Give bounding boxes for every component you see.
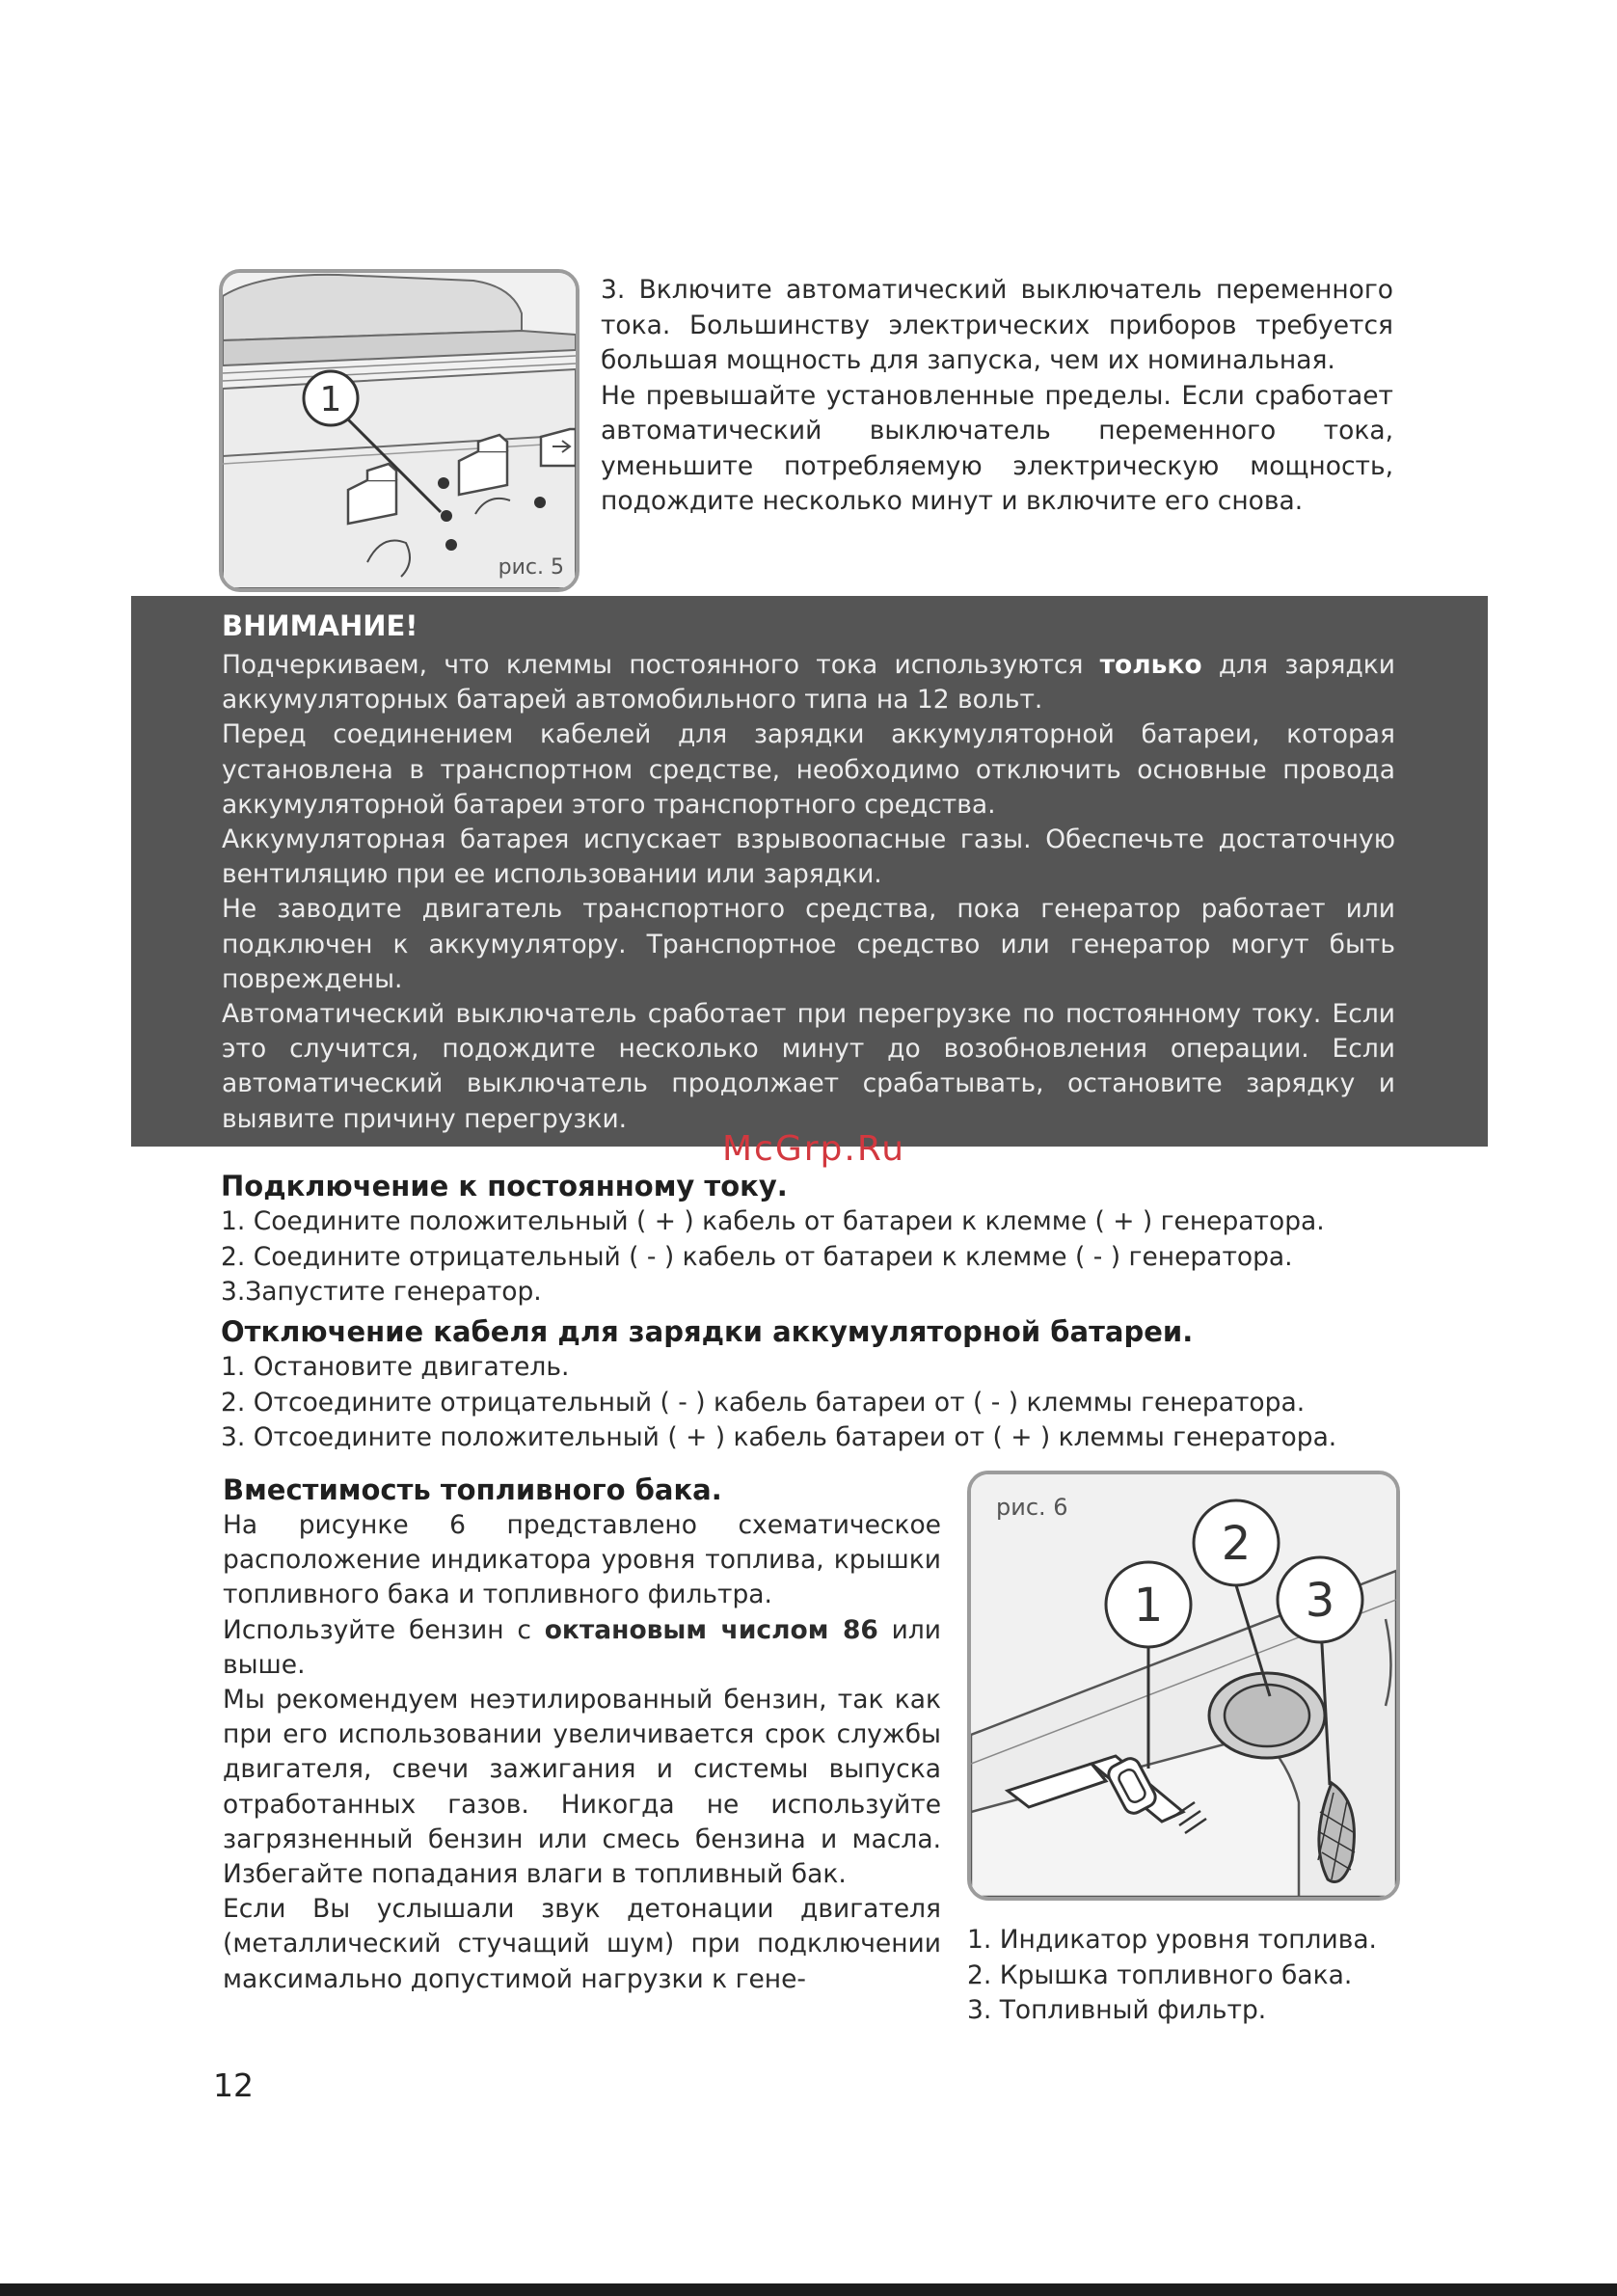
figure-6 xyxy=(967,1471,1400,1901)
fuel-tank-illustration xyxy=(971,1474,1396,1897)
page-number: 12 xyxy=(213,2066,254,2104)
figure-5-caption: рис. 5 xyxy=(498,555,564,580)
emphasis: октановым числом 86 xyxy=(544,1614,878,1645)
bottom-rule xyxy=(0,2283,1617,2296)
figure-6-legend xyxy=(967,1923,1420,2029)
watermark: McGrp.Ru xyxy=(722,1129,906,1169)
section-3-text xyxy=(601,273,1393,520)
section-heading: Отключение кабеля для зарядки аккумуляторной батареи. xyxy=(221,1315,1194,1348)
step: 3.Запустите генератор. xyxy=(221,1277,542,1307)
legend-item: 1. Индикатор уровня топлива. xyxy=(967,1925,1377,1955)
fuel-tank-section xyxy=(223,1472,941,1997)
figure-5 xyxy=(219,269,579,592)
warning-box xyxy=(131,596,1488,1147)
warning-paragraph: Автоматический выключатель сработает при перегрузке по постоянному току. Если это случится, подождите несколько минут до возобновления операции. Если автоматический выключатель продолжает срабатывать, остановите зарядку и выявите причину перегрузки. xyxy=(222,999,1395,1134)
callout-2: 2 xyxy=(1221,1517,1252,1571)
warning-paragraph: Перед соединением кабелей для зарядки аккумуляторной батареи, которая установлена в транспортном средстве, необходимо отключить основные провода аккумуляторной батареи этого транспортного средства. xyxy=(222,719,1395,820)
dc-connect-section xyxy=(221,1168,1426,1310)
section-3-paragraph: 3. Включите автоматический выключатель переменного тока. Большинству электрических приборов требуется большая мощность для запуска, чем их номинальная. xyxy=(601,275,1393,375)
warning-paragraph: Не заводите двигатель транспортного средства, пока генератор работает или подключен к аккумулятору. Транспортное средство или генератор могут быть повреждены. xyxy=(222,894,1395,994)
fuel-paragraph: Используйте бензин с октановым числом 86 или выше. xyxy=(223,1614,941,1680)
step: 2. Отсоедините отрицательный ( - ) кабель батареи от ( - ) клеммы генератора. xyxy=(221,1387,1306,1418)
dc-disconnect-section xyxy=(221,1313,1426,1456)
section-heading: Подключение к постоянному току. xyxy=(221,1170,788,1202)
callout-3: 3 xyxy=(1305,1574,1335,1628)
warning-paragraph: Подчеркиваем, что клеммы постоянного тока используются только для зарядки аккумуляторных батарей автомобильного типа на 12 вольт. xyxy=(222,650,1396,716)
warning-paragraph: Аккумуляторная батарея испускает взрывоопасные газы. Обеспечьте достаточную вентиляцию при ее использовании или зарядки. xyxy=(222,824,1395,890)
step: 1. Соедините положительный ( + ) кабель от батареи к клемме ( + ) генератора. xyxy=(221,1206,1325,1236)
emphasis: только xyxy=(1099,650,1202,680)
section-heading: Вместимость топливного бака. xyxy=(223,1473,722,1506)
figure-6-caption: рис. 6 xyxy=(996,1494,1068,1521)
legend-item: 2. Крышка топливного бака. xyxy=(967,1959,1353,1990)
fuel-paragraph: На рисунке 6 представлено схематическое расположение индикатора уровня топлива, крышки топливного бака и топливного фильтра. xyxy=(223,1510,941,1610)
step: 1. Остановите двигатель. xyxy=(221,1352,570,1382)
circuit-breaker-illustration xyxy=(223,273,576,588)
warning-title: ВНИМАНИЕ! xyxy=(222,609,418,642)
legend-item: 3. Топливный фильтр. xyxy=(967,1995,1267,2025)
step: 2. Соедините отрицательный ( - ) кабель от батареи к клемме ( - ) генератора. xyxy=(221,1241,1293,1272)
callout-1: 1 xyxy=(319,380,342,419)
fuel-paragraph: Мы рекомендуем неэтилированный бензин, так как при его использовании увеличивается срок службы двигателя, свечи зажигания и системы выпуска отработанных газов. Никогда не используйте загрязненный бензин или смесь бензина и масла. Избегайте попадания влаги в топливный бак. xyxy=(223,1685,941,1890)
section-3-paragraph: Не превышайте установленные пределы. Если сработает автоматический выключатель переменного тока, уменьшите потребляемую электрическую мощность, подождите несколько минут и включите его снова. xyxy=(601,380,1393,516)
warning-body xyxy=(222,648,1395,1137)
fuel-paragraph: Если Вы услышали звук детонации двигателя (металлический стучащий шум) при подключении максимально допустимой нагрузки к гене- xyxy=(223,1894,941,1994)
step: 3. Отсоедините положительный ( + ) кабель батареи от ( + ) клеммы генератора. xyxy=(221,1422,1337,1452)
callout-1: 1 xyxy=(1133,1579,1164,1633)
